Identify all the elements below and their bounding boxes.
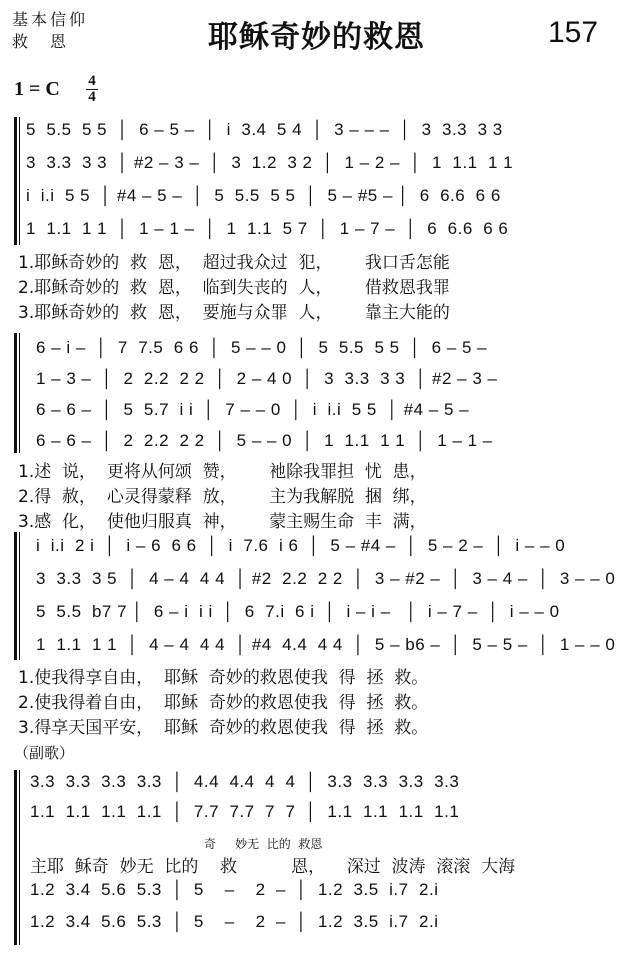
chorus-small-lyric: 奇 妙无 比的 救恩 bbox=[204, 837, 323, 851]
lyric-verse-1: 1.使我得享自由， 耶稣 奇妙的救恩使我 得 拯 救。 bbox=[18, 668, 429, 688]
lyric-verse-3: 3.感 化， 使他归服真 神， 蒙主赐生命 丰 满， bbox=[18, 512, 427, 532]
chorus-lyric: 主耶 稣奇 妙无 比的 救 恩， 深过 波涛 滚滚 大海 bbox=[30, 857, 516, 877]
lyric-verse-1: 1.述 说， 更将从何颂 赞， 衪除我罪担 忧 患， bbox=[18, 462, 427, 482]
chorus-lower-row-2: 1.2 3.4 5.6 5.3 │ 5 – 2 – │ 1.2 3.5 i.7 2.i bbox=[30, 912, 439, 931]
book-name: 基本信仰 bbox=[12, 10, 89, 29]
chorus-lower-row-1: 1.2 3.4 5.6 5.3 │ 5 – 2 – │ 1.2 3.5 i.7 2.i bbox=[30, 880, 439, 899]
system-barline bbox=[19, 333, 20, 453]
time-bottom: 4 bbox=[88, 89, 96, 105]
chorus-label: （副歌） bbox=[14, 744, 75, 762]
lyric-verse-2: 2.耶稣奇妙的 救 恩， 临到失丧的 人， 借救恩我罪 bbox=[18, 278, 450, 298]
lyric-verse-3: 3.耶稣奇妙的 救 恩， 要施与众罪 人， 靠主大能的 bbox=[18, 303, 450, 323]
hymn-title: 耶稣奇妙的救恩 bbox=[208, 20, 425, 55]
system-barline bbox=[19, 532, 20, 660]
time-signature bbox=[84, 74, 100, 105]
time-top: 4 bbox=[88, 73, 96, 89]
lyric-verse-1: 1.耶稣奇妙的 救 恩， 超过我众过 犯， 我口舌怎能 bbox=[18, 253, 450, 273]
system-bracket bbox=[14, 117, 17, 245]
system-bracket bbox=[14, 532, 17, 660]
chorus-upper-row-1: 3.3 3.3 3.3 3.3 │ 4.4 4.4 4 4 │ 3.3 3.3 3.3 3.3 bbox=[30, 772, 460, 791]
notes-row-alto: 1 – 3 – │ 2 2.2 2 2 │ 2 – 4 0 │ 3 3.3 3 3 │ #2 – 3 – bbox=[36, 369, 498, 388]
section-name: 救 恩 bbox=[12, 32, 70, 51]
system-bracket bbox=[14, 333, 17, 453]
chorus-upper-row-2: 1.1 1.1 1.1 1.1 │ 7.7 7.7 7 7 │ 1.1 1.1 1.1 1.1 bbox=[30, 802, 460, 821]
lyric-verse-3: 3.得享天国平安， 耶稣 奇妙的救恩使我 得 拯 救。 bbox=[18, 718, 429, 738]
lyric-verse-2: 2.得 赦， 心灵得蒙释 放， 主为我解脱 捆 绑， bbox=[18, 487, 427, 507]
notes-row-tenor: 5 5.5 b7 7 │ 6 – i i i │ 6 7.i 6 i │ i – i – │ i – 7 – │ i – – 0 bbox=[36, 602, 560, 621]
system-barline bbox=[19, 117, 20, 245]
notes-row-bass: 1 1.1 1 1 │ 1 – 1 – │ 1 1.1 5 7 │ 1 – 7 – │ 6 6.6 6 6 bbox=[26, 219, 509, 238]
notes-row-bass: 6 – 6 – │ 2 2.2 2 2 │ 5 – – 0 │ 1 1.1 1 1 │ 1 – 1 – bbox=[36, 431, 493, 450]
notes-row-tenor: i i.i 5 5 │ #4 – 5 – │ 5 5.5 5 5 │ 5 – #5 – │ 6 6.6 6 6 bbox=[26, 186, 501, 205]
notes-row-soprano: 5 5.5 5 5 │ 6 – 5 – │ i 3.4 5 4 │ 3 – – – │ 3 3.3 3 3 bbox=[26, 120, 503, 139]
notes-row-soprano: 6 – i – │ 7 7.5 6 6 │ 5 – – 0 │ 5 5.5 5 5 │ 6 – 5 – bbox=[36, 338, 488, 357]
notes-row-bass: 1 1.1 1 1 │ 4 – 4 4 4 │ #4 4.4 4 4 │ 5 – b6 – │ 5 – 5 – │ 1 – – 0 bbox=[36, 635, 616, 654]
notes-row-tenor: 6 – 6 – │ 5 5.7 i i │ 7 – – 0 │ i i.i 5 5 │ #4 – 5 – bbox=[36, 400, 470, 419]
hymn-number: 157 bbox=[548, 16, 599, 49]
notes-row-soprano: i i.i 2 i │ i – 6 6 6 │ i 7.6 i 6 │ 5 – #4 – │ 5 – 2 – │ i – – 0 bbox=[36, 536, 566, 555]
notes-row-alto: 3 3.3 3 3 │ #2 – 3 – │ 3 1.2 3 2 │ 1 – 2 – │ 1 1.1 1 1 bbox=[26, 153, 514, 172]
notes-row-alto: 3 3.3 3 5 │ 4 – 4 4 4 │ #2 2.2 2 2 │ 3 – #2 – │ 3 – 4 – │ 3 – – 0 bbox=[36, 569, 616, 588]
system-barline bbox=[19, 770, 20, 945]
lyric-verse-2: 2.使我得着自由， 耶稣 奇妙的救恩使我 得 拯 救。 bbox=[18, 693, 429, 713]
system-bracket bbox=[14, 770, 17, 945]
key-signature: 1 = C bbox=[14, 78, 60, 100]
